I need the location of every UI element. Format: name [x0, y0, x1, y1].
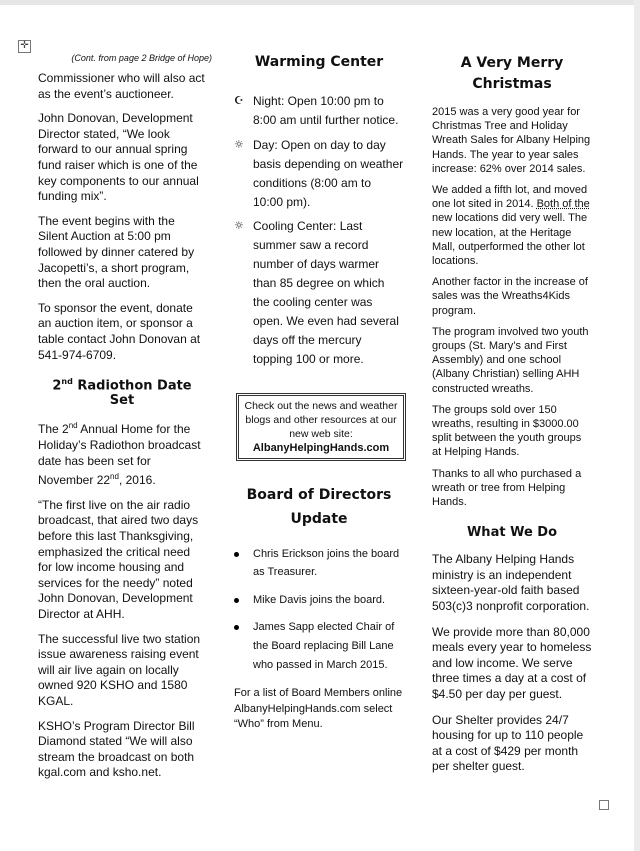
warming-item-day: Day: Open on day to day basis depending on weather conditions (8:00 am to 10:00 pm).	[253, 137, 404, 209]
website-link[interactable]: AlbanyHelpingHands.com	[252, 441, 390, 454]
radiothon-p1-b: Annual Home for the Holiday’s Radiothon broadcast date has been set for November 22	[38, 422, 201, 488]
board-heading: Board of Directors Update	[246, 486, 392, 527]
list-item	[234, 545, 404, 582]
board-item-1: Chris Erickson joins the board as Treasurer.	[253, 547, 400, 579]
continuation-note: (Cont. from page 2 Bridge of Hope)	[71, 53, 212, 63]
board-item-2: Mike Davis joins the board.	[253, 593, 386, 606]
bullet-icon	[234, 552, 239, 557]
merry-paragraph-4: The groups sold over 150 wreaths, resulting in $3000.00 split between the youth groups at Helping Hands.	[432, 403, 582, 459]
sun-icon: ☼	[234, 137, 244, 151]
page-right-border	[634, 0, 640, 851]
radiothon-p1-a: The 2	[38, 422, 69, 437]
list-item	[234, 217, 404, 368]
board-item-3: James Sapp elected Chair of the Board replacing Bill Lane who passed in March 2015.	[253, 621, 395, 671]
merry-paragraph-5: Thanks to all who purchased a wreath or tree from Helping Hands.	[432, 467, 582, 509]
sun-icon: ☼	[234, 219, 244, 233]
radiothon-heading-sup: nd	[61, 377, 73, 387]
radiothon-paragraph-1	[38, 418, 206, 488]
radiothon-heading-num: 2	[52, 378, 62, 394]
website-callout-box	[236, 393, 406, 461]
bullet-icon	[234, 625, 239, 630]
list-item	[234, 618, 404, 674]
list-item	[234, 92, 404, 130]
radiothon-heading-text: Radiothon Date Set	[72, 378, 192, 409]
board-list	[234, 545, 404, 675]
radiothon-p1-sup: nd	[68, 421, 78, 431]
lots-text-b: new locations did very well. The new location, at the Heritage Mall, outperformed the other lot locations.	[432, 212, 588, 268]
radiothon-paragraph-4: KSHO’s Program Director Bill Diamond stated “We will also stream the broadcast on both kgal.com and ksho.net.	[38, 718, 195, 780]
lots-text-a: We added a fifth lot, and moved one lot sited in 2014.	[432, 184, 588, 211]
what-paragraph-2: We provide more than 80,000 meals every year to homeless and low income. We serve three times a day at a cost of $4.50 per day per guest.	[432, 624, 592, 702]
merry-paragraph-3: The program involved two youth groups (St. Mary’s and First Assembly) and one school (Albany Christian) selling AHH constructed wreaths.	[432, 325, 589, 395]
column-middle	[234, 48, 404, 733]
what-paragraph-3: Our Shelter provides 24/7 housing for up to 110 people at a cost of $429 per month per shelter guest.	[432, 712, 584, 774]
auction-paragraph-4: To sponsor the event, donate an auction item, or sponsor a table contact John Donovan at 541-974-6709.	[38, 300, 201, 362]
list-item	[234, 136, 404, 212]
radiothon-heading	[38, 377, 206, 408]
merry-paragraph-2: Another factor in the increase of sales was the Wreaths4Kids program.	[432, 276, 588, 317]
column-left	[38, 48, 212, 790]
auction-paragraph-2: John Donovan, Development Director stated, “We look forward to our annual spring fund raiser which is one of the key components to our annual funding mix”.	[38, 111, 199, 204]
page-top-border	[0, 0, 640, 5]
bullet-icon	[234, 598, 239, 603]
website-callout-text: Check out the news and weather blogs and other resources at our new web site:	[244, 399, 398, 440]
merry-paragraph-1: 2015 was a very good year for Christmas Tree and Holiday Wreath Sales for Albany Helping Hands. The year to year sales increase: 62% over 2014 sales.	[432, 106, 591, 175]
moon-icon: ☪	[234, 94, 244, 107]
merry-christmas-heading: A Very Merry Christmas	[460, 55, 564, 92]
radiothon-p1-sup2: nd	[110, 472, 119, 482]
warming-center-heading: Warming Center	[254, 54, 384, 70]
warming-item-cooling: Cooling Center: Last summer saw a record number of days warmer than 85 degree on which the cooling center was open. We even had several days off the mercury topping 100 or more.	[253, 219, 399, 366]
lots-text-flagged: Both of the	[536, 198, 590, 211]
list-item	[234, 591, 404, 610]
warming-item-night: Night: Open 10:00 pm to 8:00 am until further notice.	[253, 94, 399, 127]
auction-paragraph-1: Commissioner who will also act as the event’s auctioneer.	[38, 71, 205, 101]
table-resize-handle-icon[interactable]	[599, 800, 609, 810]
warming-center-list	[234, 92, 404, 369]
board-members-note: For a list of Board Members online AlbanyHelpingHands.com select “Who” from Menu.	[234, 687, 403, 731]
what-we-do-heading: What We Do	[466, 525, 558, 541]
merry-paragraph-lots	[432, 183, 592, 268]
radiothon-p1-c: , 2016.	[118, 473, 156, 488]
what-paragraph-1: The Albany Helping Hands ministry is an independent sixteen-year-old faith based 503(c)3 nonprofit corporation.	[432, 552, 590, 614]
auction-paragraph-3: The event begins with the Silent Auction at 5:00 pm followed by dinner catered by Jacopetti’s, a short program, then the oral auction.	[38, 213, 195, 291]
table-move-handle-icon[interactable]: ✛	[18, 40, 31, 53]
radiothon-paragraph-2: “The first live on the air radio broadcast, that aired two days before this last Thanksgiving, emphasized the critical need for low income housing and services for the needy” noted John Donovan, Development Director at AHH.	[38, 497, 199, 621]
radiothon-paragraph-3: The successful live two station issue awareness raising event will air live again on locally owned 920 KSHO and 1580 KGAL.	[38, 631, 201, 708]
column-right	[432, 48, 592, 785]
